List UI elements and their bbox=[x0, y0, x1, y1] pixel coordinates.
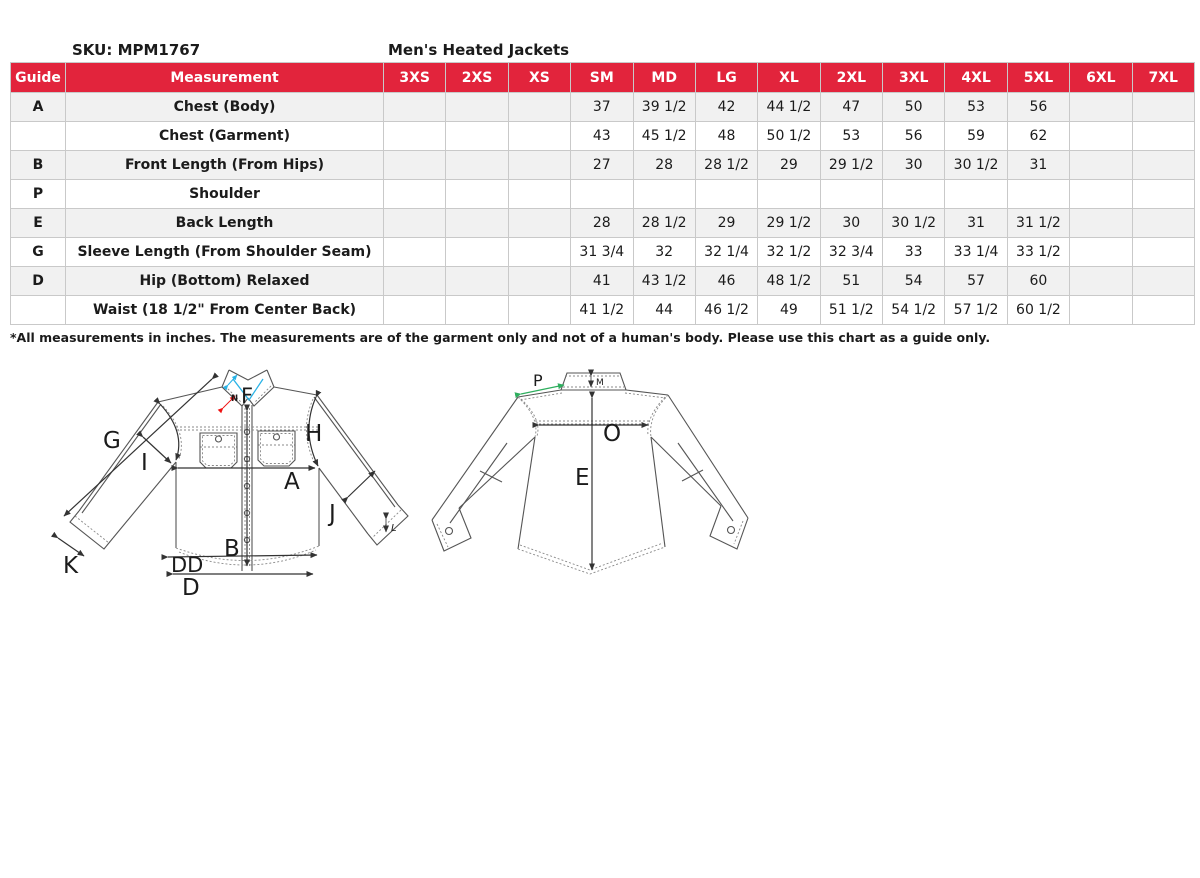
value-cell bbox=[384, 122, 446, 151]
value-cell bbox=[384, 180, 446, 209]
column-header: XL bbox=[758, 63, 820, 93]
value-cell: 30 bbox=[883, 151, 945, 180]
value-cell bbox=[1070, 93, 1132, 122]
value-cell bbox=[1070, 267, 1132, 296]
value-cell: 43 1/2 bbox=[633, 267, 695, 296]
column-header: SM bbox=[571, 63, 633, 93]
column-header: 2XL bbox=[820, 63, 882, 93]
column-header: 3XL bbox=[883, 63, 945, 93]
value-cell: 41 1/2 bbox=[571, 296, 633, 325]
front-label-cuff-k: K bbox=[63, 553, 79, 579]
value-cell bbox=[508, 122, 570, 151]
value-cell: 42 bbox=[695, 93, 757, 122]
value-cell bbox=[1132, 267, 1195, 296]
value-cell bbox=[508, 180, 570, 209]
value-cell bbox=[945, 180, 1007, 209]
measurement-cell: Sleeve Length (From Shoulder Seam) bbox=[66, 238, 384, 267]
value-cell bbox=[571, 180, 633, 209]
value-cell bbox=[1132, 122, 1195, 151]
sku-label: SKU: MPM1767 bbox=[72, 41, 201, 59]
value-cell: 57 bbox=[945, 267, 1007, 296]
measurement-cell: Chest (Garment) bbox=[66, 122, 384, 151]
value-cell: 53 bbox=[945, 93, 1007, 122]
value-cell bbox=[1070, 238, 1132, 267]
value-cell: 46 1/2 bbox=[695, 296, 757, 325]
table-row bbox=[11, 209, 1195, 238]
value-cell: 30 1/2 bbox=[883, 209, 945, 238]
value-cell: 33 bbox=[883, 238, 945, 267]
value-cell bbox=[446, 238, 508, 267]
value-cell: 50 1/2 bbox=[758, 122, 820, 151]
column-header: Measurement bbox=[66, 63, 384, 93]
measurement-cell: Waist (18 1/2" From Center Back) bbox=[66, 296, 384, 325]
value-cell bbox=[508, 151, 570, 180]
back-measure-arrows bbox=[539, 376, 648, 570]
value-cell bbox=[1070, 122, 1132, 151]
value-cell: 60 bbox=[1007, 267, 1069, 296]
value-cell: 32 1/4 bbox=[695, 238, 757, 267]
column-header: MD bbox=[633, 63, 695, 93]
value-cell bbox=[1070, 180, 1132, 209]
value-cell bbox=[446, 296, 508, 325]
value-cell: 54 bbox=[883, 267, 945, 296]
value-cell bbox=[1132, 296, 1195, 325]
value-cell bbox=[384, 93, 446, 122]
value-cell: 56 bbox=[883, 122, 945, 151]
value-cell: 44 bbox=[633, 296, 695, 325]
value-cell: 31 bbox=[1007, 151, 1069, 180]
value-cell: 28 bbox=[633, 151, 695, 180]
guide-cell bbox=[11, 122, 66, 151]
measurement-cell: Back Length bbox=[66, 209, 384, 238]
value-cell: 31 bbox=[945, 209, 1007, 238]
value-cell: 49 bbox=[758, 296, 820, 325]
value-cell: 43 bbox=[571, 122, 633, 151]
value-cell bbox=[446, 93, 508, 122]
value-cell bbox=[446, 122, 508, 151]
value-cell: 32 3/4 bbox=[820, 238, 882, 267]
guide-cell bbox=[11, 296, 66, 325]
value-cell: 54 1/2 bbox=[883, 296, 945, 325]
value-cell bbox=[446, 180, 508, 209]
value-cell: 31 3/4 bbox=[571, 238, 633, 267]
value-cell bbox=[820, 180, 882, 209]
value-cell: 28 1/2 bbox=[695, 151, 757, 180]
value-cell: 53 bbox=[820, 122, 882, 151]
value-cell bbox=[1132, 93, 1195, 122]
value-cell bbox=[446, 151, 508, 180]
value-cell: 39 1/2 bbox=[633, 93, 695, 122]
column-header: XS bbox=[508, 63, 570, 93]
value-cell bbox=[384, 151, 446, 180]
column-header: 3XS bbox=[384, 63, 446, 93]
front-label-hem-dd: DD bbox=[171, 553, 204, 577]
value-cell: 51 1/2 bbox=[820, 296, 882, 325]
front-label-chest-a: A bbox=[284, 469, 300, 495]
table-row bbox=[11, 180, 1195, 209]
size-table-body bbox=[11, 93, 1195, 325]
value-cell bbox=[446, 267, 508, 296]
value-cell bbox=[883, 180, 945, 209]
table-row bbox=[11, 93, 1195, 122]
guide-cell: B bbox=[11, 151, 66, 180]
front-label-hem-d: D bbox=[182, 575, 200, 601]
value-cell: 59 bbox=[945, 122, 1007, 151]
size-table-header-row bbox=[11, 63, 1195, 93]
value-cell bbox=[1132, 209, 1195, 238]
value-cell bbox=[1007, 180, 1069, 209]
value-cell: 33 1/2 bbox=[1007, 238, 1069, 267]
value-cell bbox=[508, 93, 570, 122]
value-cell: 48 1/2 bbox=[758, 267, 820, 296]
value-cell: 30 1/2 bbox=[945, 151, 1007, 180]
front-label-collar-f: F bbox=[241, 384, 254, 408]
value-cell bbox=[1070, 151, 1132, 180]
value-cell: 44 1/2 bbox=[758, 93, 820, 122]
measurement-cell: Shoulder bbox=[66, 180, 384, 209]
back-label-shoulder-p: P bbox=[533, 371, 543, 390]
column-header: 5XL bbox=[1007, 63, 1069, 93]
value-cell bbox=[1132, 238, 1195, 267]
value-cell: 51 bbox=[820, 267, 882, 296]
table-row bbox=[11, 151, 1195, 180]
value-cell bbox=[508, 267, 570, 296]
value-cell: 60 1/2 bbox=[1007, 296, 1069, 325]
size-chart-head bbox=[11, 63, 1195, 93]
measurement-cell: Chest (Body) bbox=[66, 93, 384, 122]
column-header: 4XL bbox=[945, 63, 1007, 93]
value-cell: 45 1/2 bbox=[633, 122, 695, 151]
value-cell: 31 1/2 bbox=[1007, 209, 1069, 238]
table-row bbox=[11, 267, 1195, 296]
value-cell bbox=[1132, 151, 1195, 180]
value-cell: 48 bbox=[695, 122, 757, 151]
guide-cell: D bbox=[11, 267, 66, 296]
value-cell: 41 bbox=[571, 267, 633, 296]
guide-cell: A bbox=[11, 93, 66, 122]
value-cell: 29 bbox=[758, 151, 820, 180]
value-cell bbox=[508, 296, 570, 325]
value-cell: 28 1/2 bbox=[633, 209, 695, 238]
value-cell: 30 bbox=[820, 209, 882, 238]
back-label-length-e: E bbox=[575, 465, 590, 491]
table-row bbox=[11, 122, 1195, 151]
column-header: 6XL bbox=[1070, 63, 1132, 93]
value-cell: 32 bbox=[633, 238, 695, 267]
value-cell: 62 bbox=[1007, 122, 1069, 151]
value-cell: 37 bbox=[571, 93, 633, 122]
value-cell bbox=[695, 180, 757, 209]
column-header: 2XS bbox=[446, 63, 508, 93]
value-cell: 32 1/2 bbox=[758, 238, 820, 267]
footnote: *All measurements in inches. The measurements are of the garment only and not of a human's body. Please use this chart as a guide only. bbox=[10, 330, 991, 345]
value-cell: 28 bbox=[571, 209, 633, 238]
jacket-measurement-diagram bbox=[0, 362, 1200, 632]
front-label-length-b: B bbox=[224, 536, 240, 562]
value-cell: 46 bbox=[695, 267, 757, 296]
value-cell bbox=[384, 238, 446, 267]
value-cell bbox=[508, 238, 570, 267]
back-label-collar-m: M bbox=[596, 378, 604, 388]
value-cell: 47 bbox=[820, 93, 882, 122]
value-cell bbox=[758, 180, 820, 209]
value-cell bbox=[1070, 209, 1132, 238]
value-cell: 50 bbox=[883, 93, 945, 122]
value-cell: 57 1/2 bbox=[945, 296, 1007, 325]
front-label-neck-n: N bbox=[231, 394, 239, 404]
column-header: LG bbox=[695, 63, 757, 93]
value-cell: 29 1/2 bbox=[758, 209, 820, 238]
front-label-sleeve-j: J bbox=[329, 501, 336, 527]
value-cell: 29 bbox=[695, 209, 757, 238]
front-label-cuff-l: L bbox=[391, 523, 397, 534]
column-header: 7XL bbox=[1132, 63, 1195, 93]
table-row bbox=[11, 296, 1195, 325]
value-cell bbox=[384, 267, 446, 296]
guide-cell: P bbox=[11, 180, 66, 209]
back-label-width-o: O bbox=[603, 421, 622, 447]
measurement-cell: Front Length (From Hips) bbox=[66, 151, 384, 180]
value-cell bbox=[446, 209, 508, 238]
guide-cell: E bbox=[11, 209, 66, 238]
back-jacket-stitching bbox=[437, 376, 743, 574]
value-cell bbox=[1132, 180, 1195, 209]
value-cell bbox=[384, 209, 446, 238]
front-label-armhole-i: I bbox=[141, 450, 148, 476]
value-cell: 33 1/4 bbox=[945, 238, 1007, 267]
value-cell: 27 bbox=[571, 151, 633, 180]
page-title: Men's Heated Jackets bbox=[388, 41, 570, 59]
front-label-shoulder-h: H bbox=[305, 421, 323, 447]
value-cell bbox=[1070, 296, 1132, 325]
front-label-sleeve-g: G bbox=[103, 428, 121, 454]
size-chart-table bbox=[10, 62, 1195, 325]
measurement-cell: Hip (Bottom) Relaxed bbox=[66, 267, 384, 296]
value-cell bbox=[508, 209, 570, 238]
value-cell: 29 1/2 bbox=[820, 151, 882, 180]
column-header: Guide bbox=[11, 63, 66, 93]
guide-cell: G bbox=[11, 238, 66, 267]
value-cell: 56 bbox=[1007, 93, 1069, 122]
table-row bbox=[11, 238, 1195, 267]
back-jacket-outline bbox=[432, 373, 748, 551]
value-cell bbox=[633, 180, 695, 209]
value-cell bbox=[384, 296, 446, 325]
